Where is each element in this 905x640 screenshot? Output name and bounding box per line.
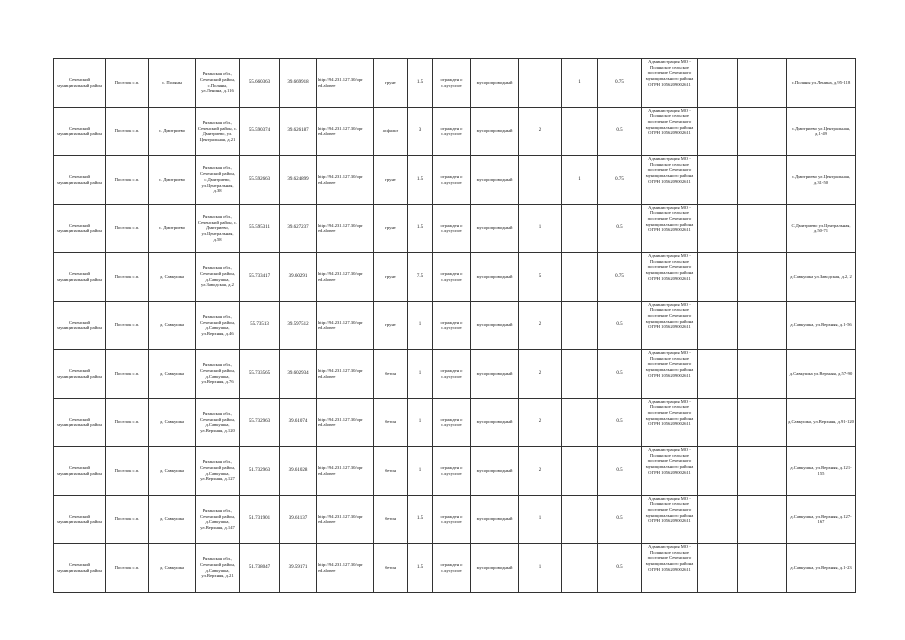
settlement-type-cell: Поселок с.п. xyxy=(106,398,149,447)
owner-cell: Администрация МО - Полянское сельское поселение Сеченского муниципального района ОГРН 1056209002611 xyxy=(642,350,698,399)
table-row xyxy=(54,350,856,399)
locality-cell: с. Поляны xyxy=(149,59,196,108)
registry-table xyxy=(53,58,856,593)
district-cell: Сеченский муниципальный район xyxy=(54,156,106,205)
empty-cell xyxy=(698,447,738,496)
settlement-type-cell: Поселок с.п. xyxy=(106,495,149,544)
longitude-cell: 39.61137 xyxy=(280,495,317,544)
longitude-cell: 39.627237 xyxy=(280,204,317,253)
settlement-type-cell: Поселок с.п. xyxy=(106,156,149,205)
empty-cell xyxy=(738,544,787,593)
empty-cell xyxy=(738,156,787,205)
table-row xyxy=(54,447,856,496)
empty-cell xyxy=(698,107,738,156)
empty-cell xyxy=(738,350,787,399)
latitude-cell: 55.590374 xyxy=(240,107,280,156)
table-row xyxy=(54,301,856,350)
purpose-cell: мусоропроводный xyxy=(471,156,519,205)
settlement-type-cell: Поселок с.п. xyxy=(106,107,149,156)
address-cell: Рязанская обл., Сеченский район, д.Савкушка, ул.Заводская, д.2 xyxy=(196,253,240,302)
empty-cell xyxy=(738,59,787,108)
longitude-cell: 39.602934 xyxy=(280,350,317,399)
source-objects-cell: д.Савкушка ул.Верхняя, д.57-90 xyxy=(787,350,856,399)
count-alt-cell xyxy=(562,301,598,350)
fence-cell: огражден о с.кусуспот xyxy=(433,495,471,544)
fence-cell: огражден о с.кусуспот xyxy=(433,156,471,205)
empty-cell xyxy=(698,350,738,399)
surface-cell: асфальт xyxy=(374,107,408,156)
url-cell: http://94.231.127.30/opr ed.alonee xyxy=(317,544,374,593)
locality-cell: с. Дмитриево xyxy=(149,204,196,253)
district-cell: Сеченский муниципальный район xyxy=(54,204,106,253)
count-cell: 2 xyxy=(519,107,562,156)
district-cell: Сеченский муниципальный район xyxy=(54,59,106,108)
count-alt-cell xyxy=(562,447,598,496)
settlement-type-cell: Поселок с.п. xyxy=(106,204,149,253)
longitude-cell: 39.60291 xyxy=(280,253,317,302)
fence-cell: огражден о с.кусуспот xyxy=(433,59,471,108)
count-alt-cell xyxy=(562,398,598,447)
longitude-cell: 39.626187 xyxy=(280,107,317,156)
district-cell: Сеченский муниципальный район xyxy=(54,253,106,302)
owner-cell: Администрация МО - Полянское сельское поселение Сеченского муниципального района ОГРН 1056209002611 xyxy=(642,301,698,350)
surface-cell: бетон xyxy=(374,447,408,496)
volume-cell: 0.5 xyxy=(598,204,642,253)
owner-cell: Администрация МО - Полянское сельское поселение Сеченского муниципального района ОГРН 1056209002611 xyxy=(642,59,698,108)
surface-cell: грунт xyxy=(374,301,408,350)
settlement-type-cell: Поселок с.п. xyxy=(106,253,149,302)
empty-cell xyxy=(698,495,738,544)
settlement-type-cell: Поселок с.п. xyxy=(106,301,149,350)
latitude-cell: 51.731901 xyxy=(240,495,280,544)
purpose-cell: мусоропроводный xyxy=(471,107,519,156)
source-objects-cell: с.Дмитриево ул.Центральная, д.1-49 xyxy=(787,107,856,156)
source-objects-cell: с.Поляны ул.Ленина, д.95-118 xyxy=(787,59,856,108)
purpose-cell: мусоропроводный xyxy=(471,544,519,593)
table-row xyxy=(54,495,856,544)
empty-cell xyxy=(698,398,738,447)
empty-cell xyxy=(738,253,787,302)
url-cell: http://94.231.127.30/opr ed.alonee xyxy=(317,350,374,399)
area-cell: 1.5 xyxy=(408,495,433,544)
volume-cell: 0.5 xyxy=(598,301,642,350)
area-cell: 7.5 xyxy=(408,253,433,302)
table-row xyxy=(54,398,856,447)
district-cell: Сеченский муниципальный район xyxy=(54,107,106,156)
source-objects-cell: д.Савкушка, ул.Верхняя, д.1-56 xyxy=(787,301,856,350)
purpose-cell: мусоропроводный xyxy=(471,350,519,399)
fence-cell: огражден о с.кусуспот xyxy=(433,544,471,593)
count-alt-cell xyxy=(562,495,598,544)
settlement-type-cell: Поселок с.п. xyxy=(106,59,149,108)
address-cell: Рязанская обл., Сеченский район, д.Савкушка, ул.Верхняя, д.147 xyxy=(196,495,240,544)
purpose-cell: мусоропроводный xyxy=(471,253,519,302)
longitude-cell: 39.669918 xyxy=(280,59,317,108)
volume-cell: 0.75 xyxy=(598,59,642,108)
source-objects-cell: д.Савкушка, ул.Верхняя, д.121-155 xyxy=(787,447,856,496)
table-row xyxy=(54,156,856,205)
latitude-cell: 55.732963 xyxy=(240,398,280,447)
area-cell: 1 xyxy=(408,301,433,350)
locality-cell: д. Савкушка xyxy=(149,398,196,447)
empty-cell xyxy=(698,544,738,593)
volume-cell: 0.5 xyxy=(598,107,642,156)
count-cell: 1 xyxy=(519,204,562,253)
area-cell: 1.5 xyxy=(408,544,433,593)
source-objects-cell: д.Савкушка ул.Заводская, д.2, 2 xyxy=(787,253,856,302)
surface-cell: бетон xyxy=(374,350,408,399)
owner-cell: Администрация МО - Полянское сельское поселение Сеченского муниципального района ОГРН 1056209002611 xyxy=(642,544,698,593)
count-cell: 2 xyxy=(519,447,562,496)
latitude-cell: 55.73513 xyxy=(240,301,280,350)
latitude-cell: 55.733565 xyxy=(240,350,280,399)
settlement-type-cell: Поселок с.п. xyxy=(106,544,149,593)
longitude-cell: 39.61074 xyxy=(280,398,317,447)
address-cell: Рязанская обл., Сеченский район, д.Савкушка, ул.Верхняя, д.21 xyxy=(196,544,240,593)
area-cell: 1.5 xyxy=(408,59,433,108)
address-cell: Рязанская обл., Сеченский район, с.Дмитриево, ул.Центральная, д.38 xyxy=(196,156,240,205)
fence-cell: огражден о с.кусуспот xyxy=(433,107,471,156)
count-alt-cell xyxy=(562,107,598,156)
fence-cell: огражден о с.кусуспот xyxy=(433,301,471,350)
volume-cell: 0.75 xyxy=(598,253,642,302)
address-cell: Рязанская обл., Сеченский район, д.Савкушка, ул.Верхняя, д.120 xyxy=(196,398,240,447)
owner-cell: Администрация МО - Полянское сельское поселение Сеченского муниципального района ОГРН 1056209002611 xyxy=(642,156,698,205)
locality-cell: д. Савкушка xyxy=(149,350,196,399)
count-alt-cell: 1 xyxy=(562,156,598,205)
surface-cell: грунт xyxy=(374,253,408,302)
purpose-cell: мусоропроводный xyxy=(471,447,519,496)
surface-cell: грунт xyxy=(374,156,408,205)
owner-cell: Администрация МО - Полянское сельское поселение Сеченского муниципального района ОГРН 1056209002611 xyxy=(642,398,698,447)
volume-cell: 0.5 xyxy=(598,544,642,593)
volume-cell: 0.5 xyxy=(598,447,642,496)
purpose-cell: мусоропроводный xyxy=(471,59,519,108)
surface-cell: грунт xyxy=(374,59,408,108)
url-cell: http://94.231.127.30/opr ed.alonee xyxy=(317,495,374,544)
purpose-cell: мусоропроводный xyxy=(471,301,519,350)
address-cell: Рязанская обл., Сеченский район, д.Савкушка, ул.Верхняя, д.76 xyxy=(196,350,240,399)
count-cell: 2 xyxy=(519,350,562,399)
source-objects-cell: д.Савкушка, ул.Верхняя, д.91-120 xyxy=(787,398,856,447)
locality-cell: д. Савкушка xyxy=(149,301,196,350)
locality-cell: д. Савкушка xyxy=(149,544,196,593)
surface-cell: бетон xyxy=(374,495,408,544)
district-cell: Сеченский муниципальный район xyxy=(54,544,106,593)
empty-cell xyxy=(738,398,787,447)
empty-cell xyxy=(698,156,738,205)
volume-cell: 0.5 xyxy=(598,398,642,447)
locality-cell: с. Дмитриево xyxy=(149,156,196,205)
table-row xyxy=(54,544,856,593)
url-cell: http://94.231.127.30/opr ed.alonee xyxy=(317,156,374,205)
district-cell: Сеченский муниципальный район xyxy=(54,398,106,447)
table-row xyxy=(54,253,856,302)
area-cell: 1 xyxy=(408,398,433,447)
fence-cell: огражден о с.кусуспот xyxy=(433,253,471,302)
count-cell xyxy=(519,156,562,205)
owner-cell: Администрация МО - Полянское сельское поселение Сеченского муниципального района ОГРН 1056209002611 xyxy=(642,107,698,156)
latitude-cell: 51.732963 xyxy=(240,447,280,496)
longitude-cell: 39.59171 xyxy=(280,544,317,593)
locality-cell: с. Дмитриево xyxy=(149,107,196,156)
count-cell: 2 xyxy=(519,398,562,447)
longitude-cell: 39.61028 xyxy=(280,447,317,496)
empty-cell xyxy=(738,447,787,496)
volume-cell: 0.75 xyxy=(598,156,642,205)
address-cell: Рязанская обл., Сеченский район, с. Дмитриево, ул.Центральная, д.58 xyxy=(196,204,240,253)
fence-cell: огражден о с.кусуспот xyxy=(433,447,471,496)
volume-cell: 0.5 xyxy=(598,495,642,544)
count-alt-cell xyxy=(562,204,598,253)
surface-cell: бетон xyxy=(374,398,408,447)
address-cell: Рязанская обл., Сеченский район, с. Дмитриево, ул. Центральная, д.21 xyxy=(196,107,240,156)
district-cell: Сеченский муниципальный район xyxy=(54,495,106,544)
empty-cell xyxy=(698,204,738,253)
url-cell: http://94.231.127.30/opr ed.alonee xyxy=(317,107,374,156)
url-cell: http://94.231.127.30/opr ed.alonee xyxy=(317,301,374,350)
table-row xyxy=(54,59,856,108)
locality-cell: д. Савкушка xyxy=(149,495,196,544)
source-objects-cell: с.Дмитриево ул.Центральная, д.31-50 xyxy=(787,156,856,205)
district-cell: Сеченский муниципальный район xyxy=(54,350,106,399)
table-row xyxy=(54,107,856,156)
owner-cell: Администрация МО - Полянское сельское поселение Сеченского муниципального района ОГРН 1056209002611 xyxy=(642,447,698,496)
latitude-cell: 55.733417 xyxy=(240,253,280,302)
owner-cell: Администрация МО - Полянское сельское поселение Сеченского муниципального района ОГРН 1056209002611 xyxy=(642,204,698,253)
empty-cell xyxy=(698,253,738,302)
address-cell: Рязанская обл., Сеченский район, с.Поляны, ул.Ленина, д.116 xyxy=(196,59,240,108)
empty-cell xyxy=(698,301,738,350)
latitude-cell: 55.592663 xyxy=(240,156,280,205)
table-row xyxy=(54,204,856,253)
address-cell: Рязанская обл., Сеченский район, д.Савкушка, ул.Верхняя, д.46 xyxy=(196,301,240,350)
count-alt-cell xyxy=(562,350,598,399)
longitude-cell: 39.597512 xyxy=(280,301,317,350)
source-objects-cell: д.Савкушка, ул.Верхняя, д.1-23 xyxy=(787,544,856,593)
url-cell: http://94.231.127.30/opr ed.alonee xyxy=(317,398,374,447)
url-cell: http://94.231.127.30/opr ed.alonee xyxy=(317,59,374,108)
count-alt-cell xyxy=(562,544,598,593)
latitude-cell: 55.660363 xyxy=(240,59,280,108)
count-alt-cell: 1 xyxy=(562,59,598,108)
surface-cell: грунт xyxy=(374,204,408,253)
source-objects-cell: С.Дмитриево ул.Центральная, д.50-71 xyxy=(787,204,856,253)
source-objects-cell: д.Савкушка, ул.Верхняя, д.127-167 xyxy=(787,495,856,544)
purpose-cell: мусоропроводный xyxy=(471,495,519,544)
empty-cell xyxy=(738,301,787,350)
url-cell: http://94.231.127.30/opr ed.alonee xyxy=(317,204,374,253)
surface-cell: бетон xyxy=(374,544,408,593)
owner-cell: Администрация МО - Полянское сельское поселение Сеченского муниципального района ОГРН 1056209002611 xyxy=(642,495,698,544)
latitude-cell: 55.595311 xyxy=(240,204,280,253)
volume-cell: 0.5 xyxy=(598,350,642,399)
empty-cell xyxy=(738,107,787,156)
settlement-type-cell: Поселок с.п. xyxy=(106,350,149,399)
fence-cell: огражден о с.кусуспот xyxy=(433,398,471,447)
empty-cell xyxy=(738,204,787,253)
purpose-cell: мусоропроводный xyxy=(471,204,519,253)
area-cell: 1 xyxy=(408,447,433,496)
area-cell: 1.5 xyxy=(408,156,433,205)
district-cell: Сеченский муниципальный район xyxy=(54,301,106,350)
count-cell: 5 xyxy=(519,253,562,302)
district-cell: Сеченский муниципальный район xyxy=(54,447,106,496)
settlement-type-cell: Поселок с.п. xyxy=(106,447,149,496)
area-cell: 1 xyxy=(408,350,433,399)
latitude-cell: 51.738047 xyxy=(240,544,280,593)
area-cell: 1.5 xyxy=(408,204,433,253)
purpose-cell: мусоропроводный xyxy=(471,398,519,447)
url-cell: http://94.231.127.30/opr ed.alonee xyxy=(317,447,374,496)
fence-cell: огражден о с.кусуспот xyxy=(433,204,471,253)
empty-cell xyxy=(738,495,787,544)
empty-cell xyxy=(698,59,738,108)
address-cell: Рязанская обл., Сеченский район, д.Савкушка, ул.Верхняя, д.127 xyxy=(196,447,240,496)
count-alt-cell xyxy=(562,253,598,302)
locality-cell: д. Савкушка xyxy=(149,447,196,496)
count-cell: 2 xyxy=(519,301,562,350)
longitude-cell: 39.624899 xyxy=(280,156,317,205)
area-cell: 3 xyxy=(408,107,433,156)
locality-cell: д. Савкушка xyxy=(149,253,196,302)
url-cell: http://94.231.127.30/opr ed.alonee xyxy=(317,253,374,302)
count-cell: 1 xyxy=(519,544,562,593)
fence-cell: огражден о с.кусуспот xyxy=(433,350,471,399)
count-cell: 1 xyxy=(519,495,562,544)
owner-cell: Администрация МО - Полянское сельское поселение Сеченского муниципального района ОГРН 1056209002611 xyxy=(642,253,698,302)
count-cell xyxy=(519,59,562,108)
